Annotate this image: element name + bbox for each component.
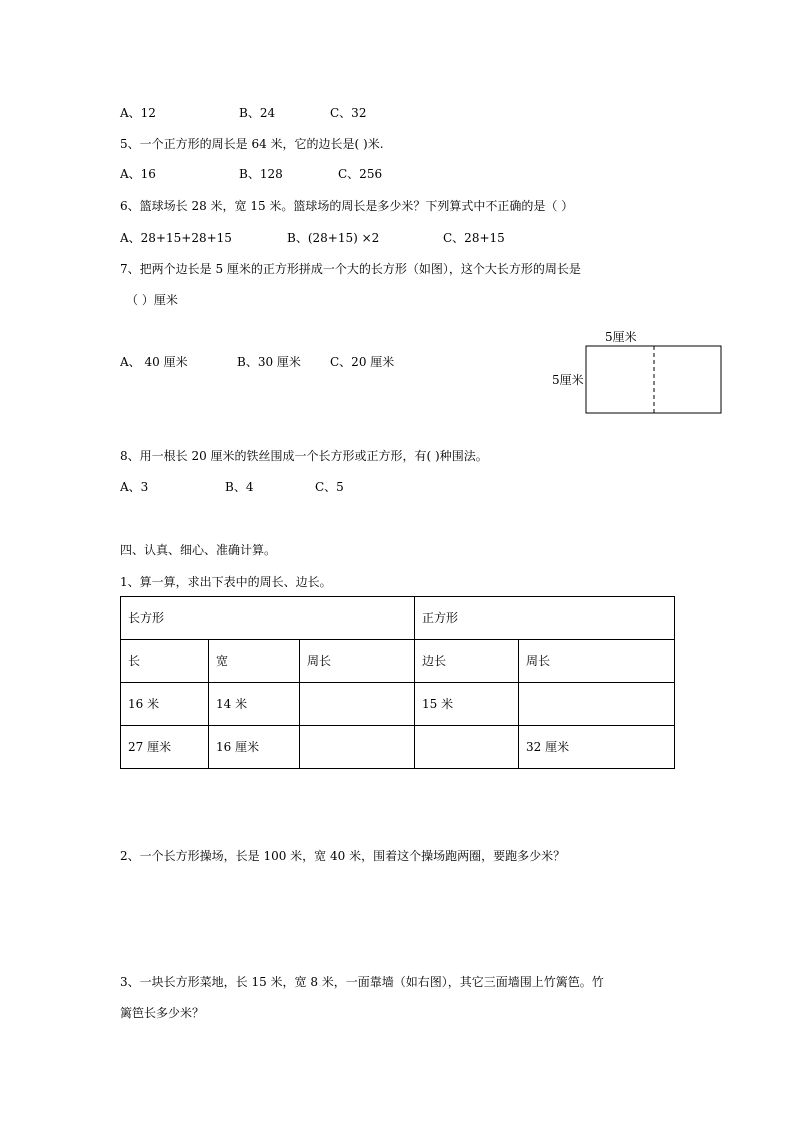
q5-option-b: B、128 bbox=[239, 167, 283, 181]
perimeter-table bbox=[120, 596, 675, 769]
q7-option-c: C、20 厘米 bbox=[330, 355, 395, 369]
q4-option-c: C、32 bbox=[330, 106, 367, 120]
q7-option-a: A、 40 厘米 bbox=[120, 355, 188, 369]
table-row bbox=[121, 683, 675, 726]
q8-option-a: A、3 bbox=[120, 480, 149, 494]
col-header-square-perimeter: 周长 bbox=[519, 640, 675, 683]
group-header-rectangle: 长方形 bbox=[121, 597, 415, 640]
col-header-width: 宽 bbox=[209, 640, 300, 683]
q7-text-line2: （ ）厘米 bbox=[126, 293, 178, 307]
table-cell: 15 米 bbox=[415, 683, 519, 726]
q5-option-c: C、256 bbox=[338, 167, 383, 181]
col-header-length: 长 bbox=[121, 640, 209, 683]
q5-text: 5、一个正方形的周长是 64 米，它的边长是( )米. bbox=[120, 137, 384, 151]
q8-option-c: C、5 bbox=[315, 480, 344, 494]
section4-q2: 2、一个长方形操场，长是 100 米，宽 40 米，围着这个操场跑两圈，要跑多少米？ bbox=[120, 849, 566, 863]
q6-option-b: B、(28+15) ×2 bbox=[287, 231, 380, 245]
table-row bbox=[121, 726, 675, 769]
section4-q1: 1、算一算，求出下表中的周长、边长。 bbox=[120, 575, 332, 589]
q7-option-b: B、30 厘米 bbox=[237, 355, 301, 369]
table-cell bbox=[300, 683, 415, 726]
q7-figure bbox=[550, 328, 730, 423]
figure-top-label: 5厘米 bbox=[605, 330, 637, 344]
q5-option-a: A、16 bbox=[120, 167, 156, 181]
group-header-square: 正方形 bbox=[415, 597, 675, 640]
q8-option-b: B、4 bbox=[225, 480, 254, 494]
table-cell: 16 米 bbox=[121, 683, 209, 726]
q6-option-c: C、28+15 bbox=[443, 231, 505, 245]
table-cell: 14 米 bbox=[209, 683, 300, 726]
q6-text: 6、篮球场长 28 米，宽 15 米。篮球场的周长是多少米？下列算式中不正确的是（ ） bbox=[120, 199, 574, 213]
figure-side-label: 5厘米 bbox=[552, 373, 584, 387]
col-header-side: 边长 bbox=[415, 640, 519, 683]
table-group-header-row bbox=[121, 597, 675, 640]
table-cell bbox=[415, 726, 519, 769]
table-cell bbox=[519, 683, 675, 726]
col-header-rect-perimeter: 周长 bbox=[300, 640, 415, 683]
section4-title: 四、认真、细心、准确计算。 bbox=[120, 543, 277, 557]
q4-option-a: A、12 bbox=[120, 106, 156, 120]
q7-text-line1: 7、把两个边长是 5 厘米的正方形拼成一个大的长方形（如图），这个大长方形的周长是 bbox=[120, 262, 581, 276]
section4-q3-line1: 3、一块长方形菜地，长 15 米，宽 8 米，一面靠墙（如右图），其它三面墙围上竹篱笆。竹 bbox=[120, 975, 604, 989]
q8-text: 8、用一根长 20 厘米的铁丝围成一个长方形或正方形，有( )种围法。 bbox=[120, 449, 488, 463]
table-cell: 16 厘米 bbox=[209, 726, 300, 769]
section4-q3-line2: 篱笆长多少米？ bbox=[120, 1006, 205, 1020]
table-cell: 32 厘米 bbox=[519, 726, 675, 769]
q4-option-b: B、24 bbox=[239, 106, 276, 120]
table-cell bbox=[300, 726, 415, 769]
table-column-header-row bbox=[121, 640, 675, 683]
q6-option-a: A、28+15+28+15 bbox=[120, 231, 232, 245]
table-cell: 27 厘米 bbox=[121, 726, 209, 769]
